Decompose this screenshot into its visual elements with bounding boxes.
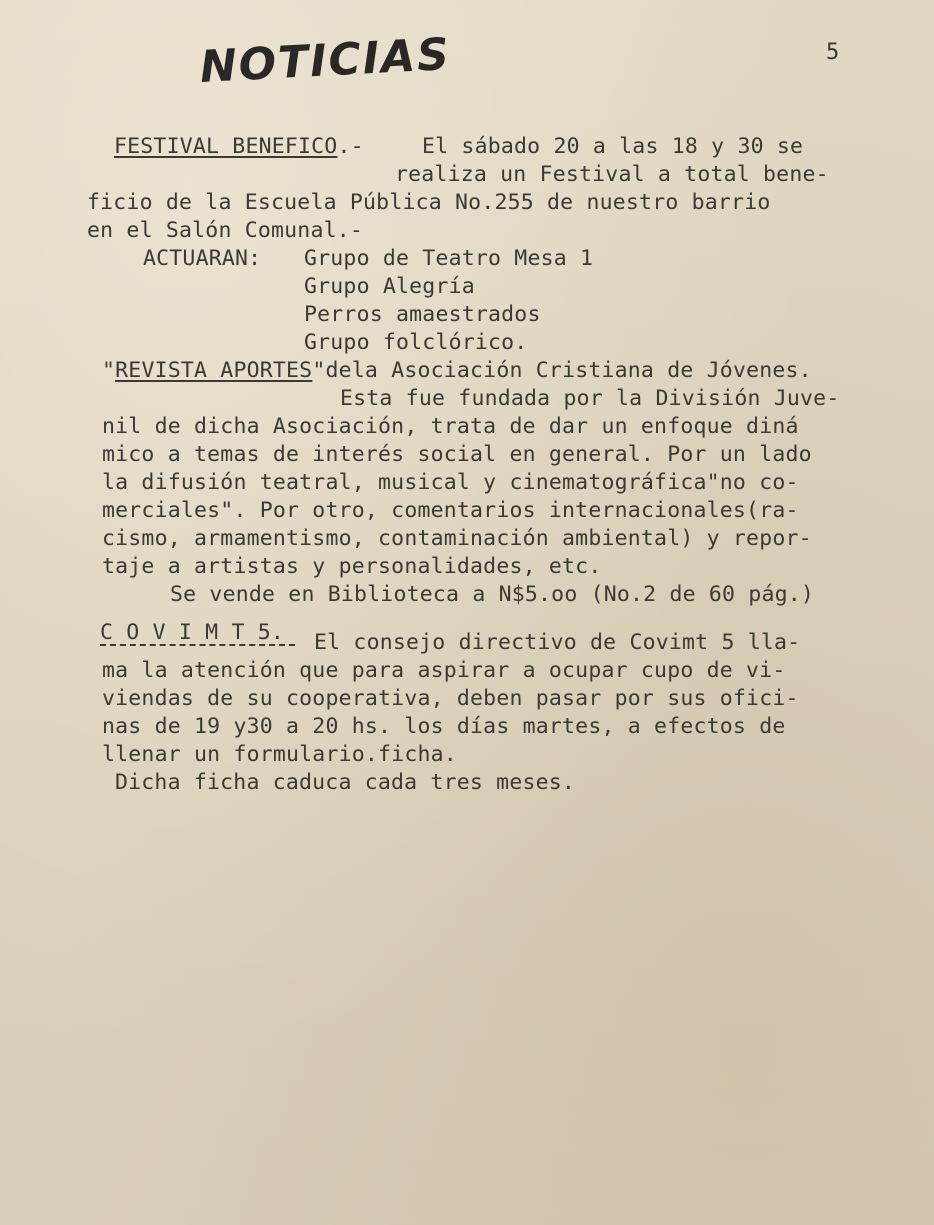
act-item: Perros amaestrados bbox=[304, 302, 541, 327]
festival-heading: FESTIVAL BENEFICO bbox=[114, 134, 338, 159]
revista-line: la difusión teatral, musical y cinematográfica"no co- bbox=[102, 470, 799, 495]
revista-line: Se vende en Biblioteca a N$5.oo (No.2 de 60 pág.) bbox=[170, 582, 815, 607]
covimt-heading-underline bbox=[100, 644, 295, 646]
revista-heading: REVISTA APORTES bbox=[115, 358, 313, 383]
actuaran-label: ACTUARAN: bbox=[143, 246, 262, 271]
revista-heading-rest: "dela Asociación Cristiana de Jóvenes. bbox=[312, 358, 812, 383]
revista-heading-line bbox=[102, 358, 812, 384]
covimt-line: nas de 19 y30 a 20 hs. los días martes, a efectos de bbox=[102, 714, 786, 739]
covimt-line: Dicha ficha caduca cada tres meses. bbox=[115, 770, 576, 795]
act-item: Grupo folclórico. bbox=[304, 330, 528, 355]
festival-line: realiza un Festival a total bene- bbox=[395, 162, 829, 187]
festival-line: en el Salón Comunal.- bbox=[87, 218, 364, 243]
revista-line: cismo, armamentismo, contaminación ambiental) y repor- bbox=[102, 526, 812, 551]
act-item: Grupo Alegría bbox=[304, 274, 475, 299]
covimt-line: ma la atención que para aspirar a ocupar cupo de vi- bbox=[102, 658, 786, 683]
page-number: 5 bbox=[826, 40, 840, 65]
festival-heading-suffix: .- bbox=[337, 134, 364, 159]
festival-heading-line bbox=[114, 134, 364, 160]
page-heading: NOTICIAS bbox=[198, 28, 453, 93]
covimt-heading: C O V I M T 5. bbox=[100, 620, 285, 645]
revista-line: merciales". Por otro, comentarios internacionales(ra- bbox=[102, 498, 799, 523]
covimt-line: El consejo directivo de Covimt 5 lla- bbox=[314, 630, 801, 655]
covimt-line: viendas de su cooperativa, deben pasar por sus ofici- bbox=[102, 686, 799, 711]
act-item: Grupo de Teatro Mesa 1 bbox=[304, 246, 594, 271]
revista-line: nil de dicha Asociación, trata de dar un enfoque diná bbox=[102, 414, 799, 439]
revista-line: Esta fue fundada por la División Juve- bbox=[340, 386, 840, 411]
revista-line: mico a temas de interés social en general. Por un lado bbox=[102, 442, 812, 467]
revista-line: taje a artistas y personalidades, etc. bbox=[102, 554, 602, 579]
covimt-line: llenar un formulario.ficha. bbox=[102, 742, 457, 767]
festival-line: ficio de la Escuela Pública No.255 de nuestro barrio bbox=[87, 190, 771, 215]
revista-quote: " bbox=[102, 358, 116, 383]
festival-line: El sábado 20 a las 18 y 30 se bbox=[422, 134, 804, 159]
